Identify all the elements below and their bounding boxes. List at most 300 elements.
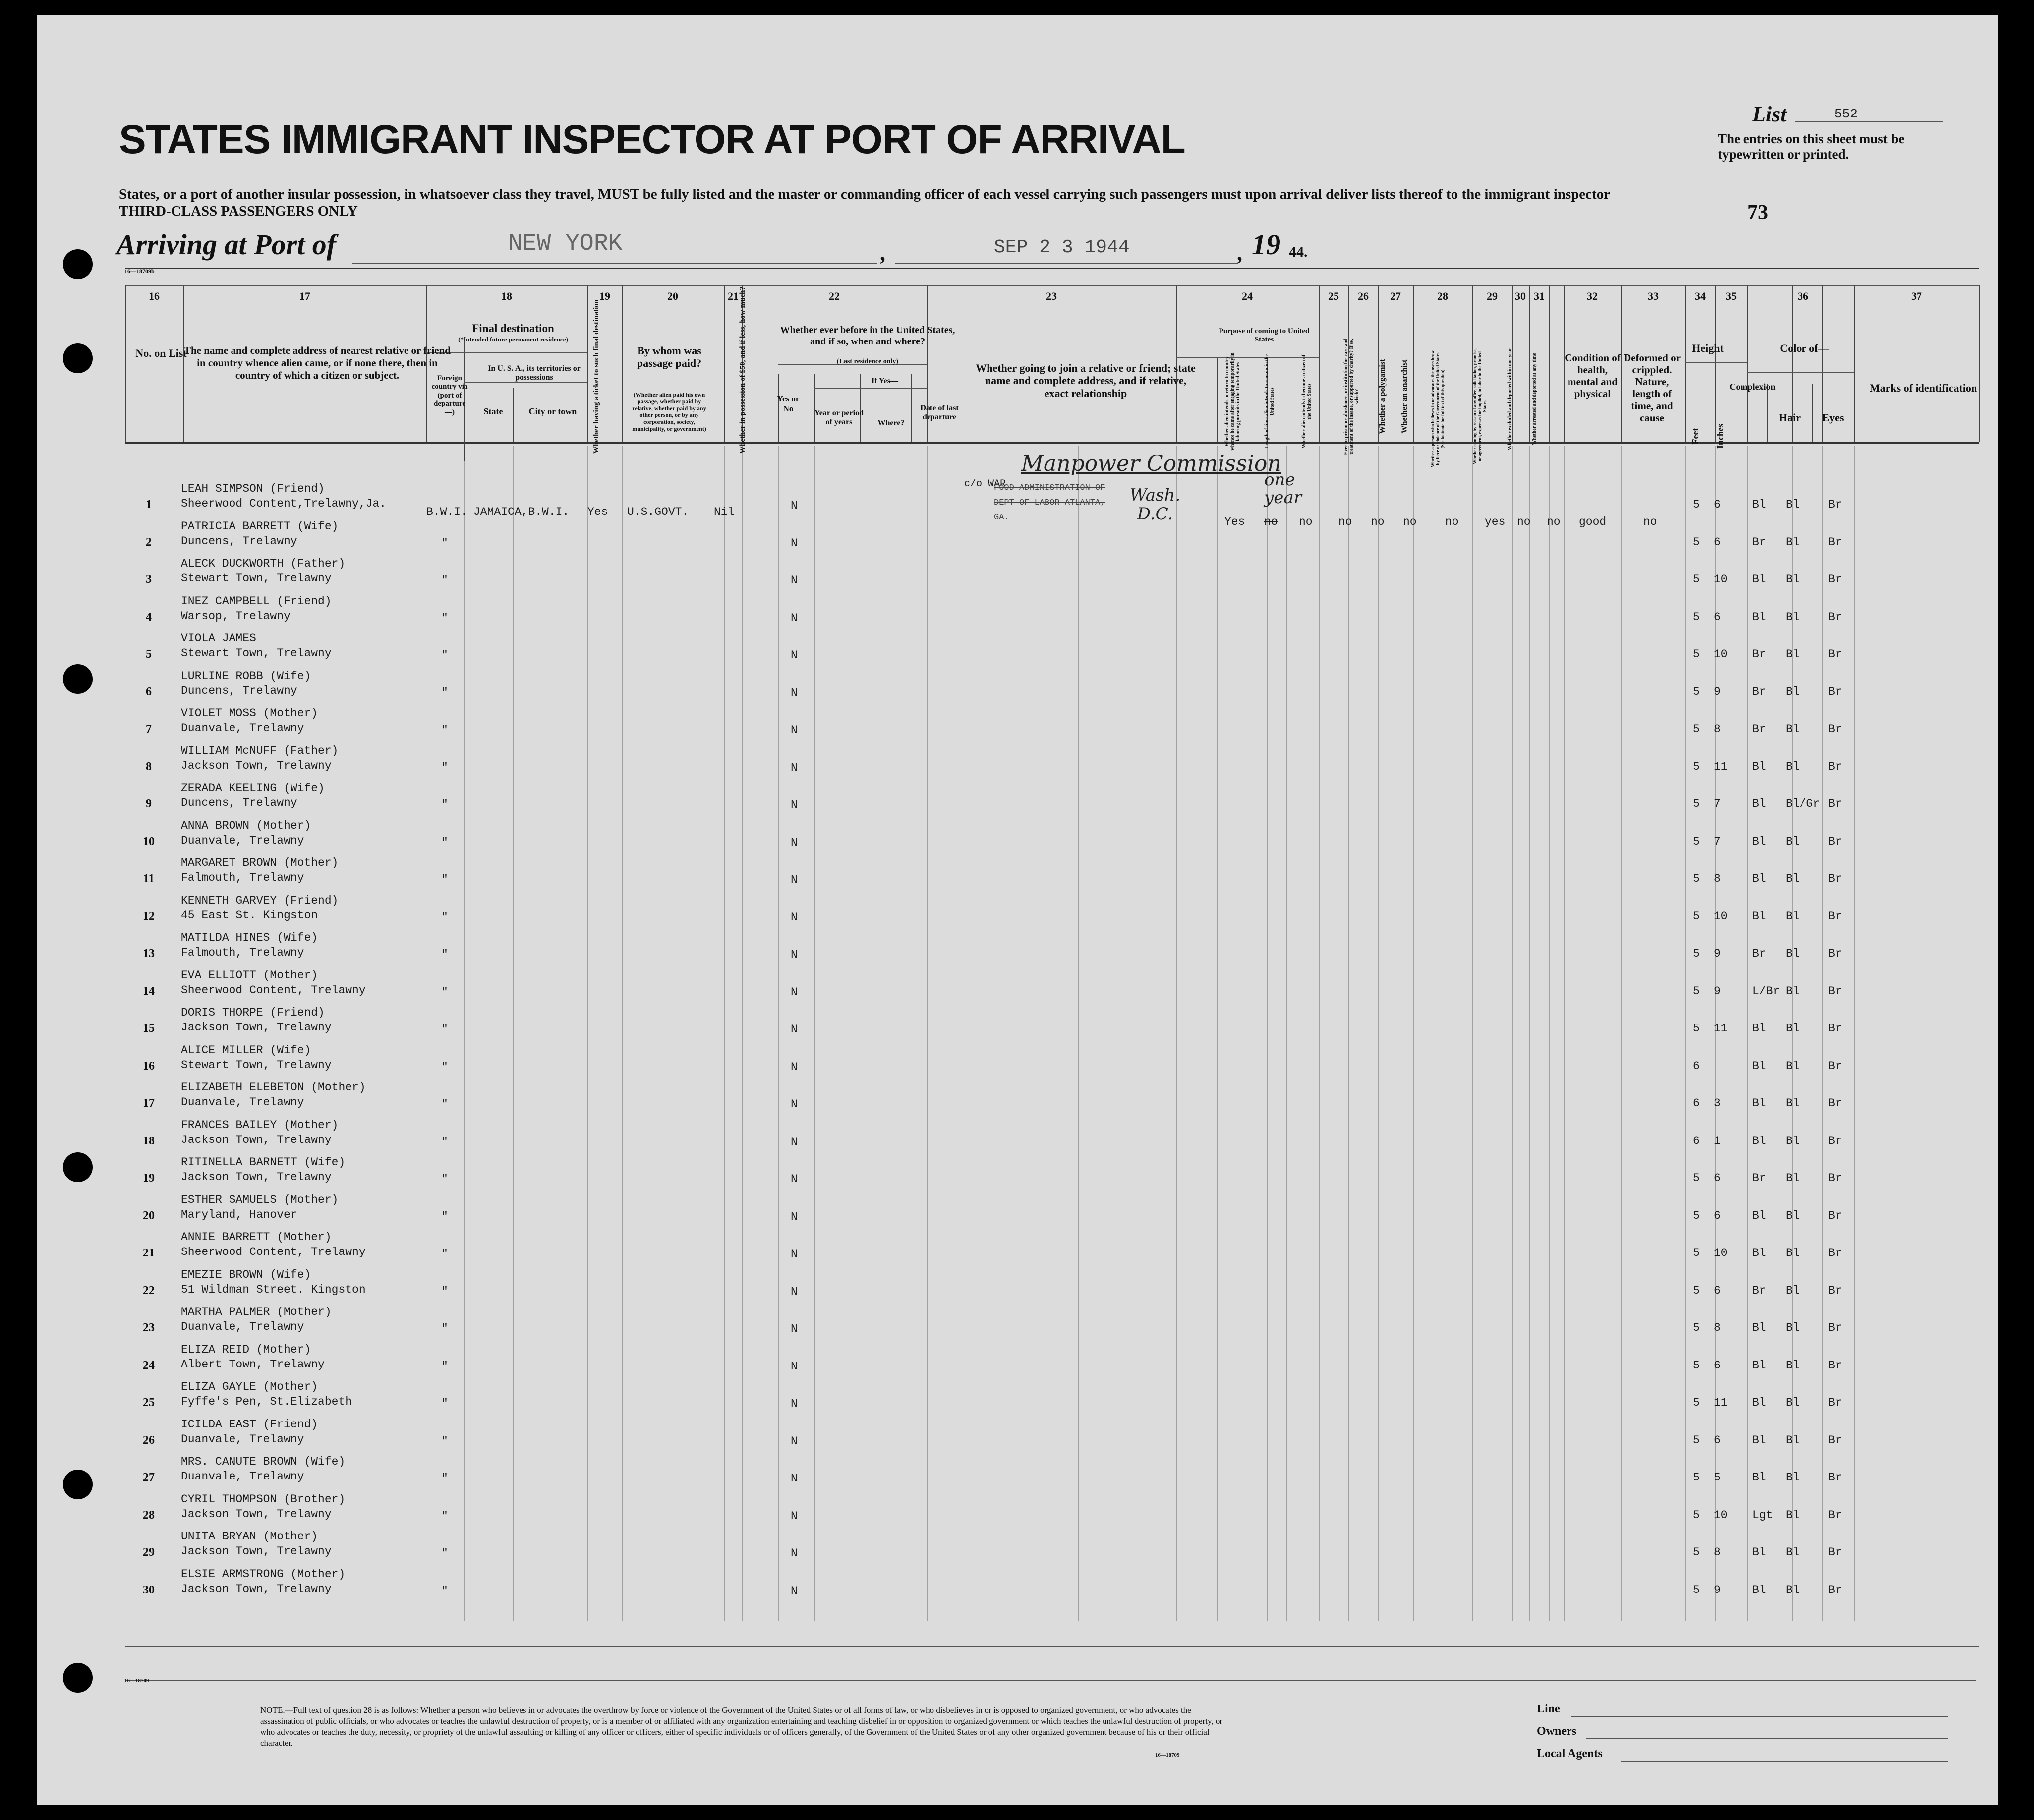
complexion: Bl <box>1752 760 1766 773</box>
row1-28: no <box>1445 515 1459 528</box>
ditto-mark: " <box>441 1098 448 1111</box>
date-underline <box>895 263 1237 264</box>
relative-name: LEAH SIMPSON (Friend) <box>181 482 325 495</box>
ever-before-value: N <box>791 1397 798 1410</box>
row1-33: no <box>1643 515 1657 528</box>
eye-color: Br <box>1828 1247 1842 1259</box>
ditto-mark: " <box>441 1210 448 1223</box>
relative-name: EMEZIE BROWN (Wife) <box>181 1268 311 1281</box>
hair-color: Bl <box>1786 1247 1800 1259</box>
complexion: Br <box>1752 947 1766 960</box>
eye-color: Br <box>1828 1172 1842 1185</box>
grid-rule <box>125 285 126 442</box>
relative-address: Jackson Town, Trelawny <box>181 759 332 772</box>
hair-color: Bl <box>1786 1359 1800 1372</box>
ditto-mark: " <box>441 536 448 550</box>
instructions-line: States, or a port of another insular possession, in whatsoever class they travel, MUST be fully listed and the master or commanding officer of each vessel carrying such passengers must upon arrival deliver lists thereof to the immigrant inspector <box>119 186 1611 202</box>
row-number: 16 <box>143 1059 155 1073</box>
column-guide <box>1822 446 1823 1621</box>
complexion: Br <box>1752 685 1766 698</box>
row-number: 1 <box>146 498 152 511</box>
ditto-mark: " <box>441 574 448 587</box>
hair-color: Bl <box>1786 498 1800 511</box>
complexion: Bl <box>1752 797 1766 810</box>
col-header-joining: Whether going to join a relative or friend; state name and complete address, and if relative, exact relationship <box>976 362 1196 399</box>
row-number: 19 <box>143 1172 155 1185</box>
column-guide <box>1472 446 1473 1621</box>
column-guide <box>1413 446 1414 1621</box>
relative-address: Duanvale, Trelawny <box>181 1096 304 1109</box>
hair-color: Bl/Gr <box>1786 797 1820 810</box>
relative-address: Duncens, Trelawny <box>181 684 297 697</box>
row-number: 17 <box>143 1097 155 1110</box>
relative-address: Sheerwood Content,Trelawny,Ja. <box>181 497 387 510</box>
complexion: Bl <box>1752 835 1766 848</box>
column-guide <box>464 446 465 1621</box>
row-number: 30 <box>143 1583 155 1596</box>
row1-ticket: Yes <box>587 506 608 518</box>
row1-possession: Nil <box>714 506 735 518</box>
height-inches: 9 <box>1714 1583 1721 1596</box>
column-number: 25 <box>1328 290 1339 302</box>
complexion: Bl <box>1752 498 1766 511</box>
col-header-hair: Hair <box>1779 411 1801 424</box>
relative-address: Duncens, Trelawny <box>181 534 297 548</box>
ever-before-value: N <box>791 1322 798 1335</box>
relative-name: KENNETH GARVEY (Friend) <box>181 894 339 907</box>
ever-before-value: N <box>791 836 798 849</box>
relative-address: Falmouth, Trelawny <box>181 946 304 959</box>
col-header-feet: Feet <box>1690 428 1700 445</box>
hair-color: Bl <box>1786 1546 1800 1559</box>
relative-name: PATRICIA BARRETT (Wife) <box>181 519 339 533</box>
eye-color: Br <box>1828 1097 1842 1110</box>
hair-color: Bl <box>1786 1097 1800 1110</box>
column-guide <box>742 446 743 1621</box>
complexion: Bl <box>1752 1059 1766 1073</box>
col-header-if-yes: If Yes— <box>871 377 899 385</box>
column-guide <box>1529 446 1530 1621</box>
eye-color: Br <box>1828 1396 1842 1409</box>
grid-rule <box>125 268 1979 269</box>
ever-before-value: N <box>791 873 798 886</box>
column-guide <box>1685 446 1686 1621</box>
row-number: 21 <box>143 1247 155 1259</box>
relative-address: Sheerwood Content, Trelawny <box>181 1246 366 1258</box>
height-inches: 5 <box>1714 1471 1721 1484</box>
eye-color: Br <box>1828 498 1842 511</box>
hair-color: Bl <box>1786 910 1800 923</box>
height-inches: 6 <box>1714 535 1721 549</box>
col-header-height: Height <box>1692 342 1724 354</box>
col-header-ticket: Whether having a ticket to such final destination <box>592 299 600 454</box>
column-number: 16 <box>149 290 160 302</box>
ever-before-value: N <box>791 499 798 512</box>
col-header-deformed: Deformed or crippled. Nature, length of time, and cause <box>1624 352 1681 424</box>
column-guide <box>1078 446 1079 1621</box>
grid-rule <box>622 285 623 442</box>
height-feet: 5 <box>1693 1321 1700 1334</box>
row1-passage: U.S.GOVT. <box>627 506 689 518</box>
col-header-inches: Inches <box>1715 424 1725 449</box>
column-guide <box>1378 446 1379 1621</box>
ever-before-value: N <box>791 910 798 924</box>
height-feet: 5 <box>1693 648 1700 661</box>
column-number: 37 <box>1911 290 1922 302</box>
ditto-mark: " <box>441 836 448 849</box>
relative-name: VIOLA JAMES <box>181 632 256 645</box>
column-guide <box>587 446 588 1621</box>
relative-name: MARGARET BROWN (Mother) <box>181 856 339 869</box>
complexion: Bl <box>1752 1433 1766 1447</box>
page-number: 73 <box>1747 201 1768 224</box>
column-number: 20 <box>667 290 678 302</box>
complexion: L/Br <box>1752 984 1780 998</box>
eye-color: Br <box>1828 1433 1842 1447</box>
row-number: 14 <box>143 984 155 998</box>
eye-color: Br <box>1828 872 1842 885</box>
col-header-year-period: Year or period of years <box>814 409 864 427</box>
agents-underline <box>1621 1761 1948 1762</box>
height-inches: 8 <box>1714 1546 1721 1559</box>
hair-color: Bl <box>1786 1583 1800 1596</box>
ever-before-value: N <box>791 1098 798 1111</box>
col-header-24a: Whether alien intends to return to country whence he came after engaging temporarily in laboring pursuits in the United States <box>1224 352 1241 451</box>
height-feet: 5 <box>1693 685 1700 698</box>
row-number: 9 <box>146 797 152 810</box>
comma: , <box>880 241 885 265</box>
complexion: Lgt <box>1752 1508 1773 1522</box>
ever-before-value: N <box>791 1060 798 1074</box>
col-header-city: City or town <box>528 406 577 416</box>
relative-name: ELIZA REID (Mother) <box>181 1343 311 1356</box>
height-feet: 5 <box>1693 1247 1700 1259</box>
row1-foreign-country: B.W.I. <box>426 506 467 518</box>
complexion: Bl <box>1752 1583 1766 1596</box>
column-guide <box>1747 446 1748 1621</box>
year-prefix: 19 <box>1252 228 1280 261</box>
relative-address: Duncens, Trelawny <box>181 796 297 809</box>
height-feet: 5 <box>1693 797 1700 810</box>
relative-address: Duanvale, Trelawny <box>181 1432 304 1446</box>
hair-color: Bl <box>1786 1284 1800 1297</box>
height-inches: 7 <box>1714 835 1721 848</box>
row-number: 11 <box>143 872 155 885</box>
column-guide <box>1854 446 1855 1621</box>
relative-name: CYRIL THOMPSON (Brother) <box>181 1492 346 1506</box>
ditto-mark: " <box>441 873 448 886</box>
relative-name: ANNA BROWN (Mother) <box>181 819 311 832</box>
col-header-purpose: Purpose of coming to United States <box>1219 327 1310 344</box>
relative-name: ELIZA GAYLE (Mother) <box>181 1380 318 1393</box>
column-number: 36 <box>1798 290 1808 302</box>
height-feet: 5 <box>1693 535 1700 549</box>
ever-before-value: N <box>791 798 798 811</box>
height-feet: 5 <box>1693 910 1700 923</box>
relative-name: MATILDA HINES (Wife) <box>181 931 318 944</box>
column-number: 33 <box>1648 290 1659 302</box>
grid-rule <box>1685 362 1747 363</box>
relative-name: EVA ELLIOTT (Mother) <box>181 968 318 982</box>
complexion: Br <box>1752 1172 1766 1185</box>
ditto-mark: " <box>441 1547 448 1560</box>
complexion: Bl <box>1752 610 1766 624</box>
col-header-color-of: Color of— <box>1780 342 1829 354</box>
relative-address: Fyffe's Pen, St.Elizabeth <box>181 1395 352 1408</box>
ditto-mark: " <box>441 1060 448 1074</box>
complexion: Bl <box>1752 1546 1766 1559</box>
table-form-code: 16—18709 <box>124 1678 149 1684</box>
height-feet: 5 <box>1693 610 1700 624</box>
arriving-label: Arriving at Port of <box>116 228 337 261</box>
height-inches: 9 <box>1714 984 1721 998</box>
row1-24c: no <box>1299 515 1313 528</box>
column-number: 27 <box>1390 290 1401 302</box>
ever-before-value: N <box>791 536 798 550</box>
complexion: Bl <box>1752 1321 1766 1334</box>
ever-before-value: N <box>791 611 798 625</box>
column-guide <box>1319 446 1320 1621</box>
column-guide <box>724 446 725 1621</box>
row-number: 10 <box>143 835 155 848</box>
footnote-form-code: 16—18709 <box>1155 1752 1180 1758</box>
column-number: 17 <box>299 290 310 302</box>
ditto-mark: " <box>441 1322 448 1335</box>
ditto-mark: " <box>441 611 448 625</box>
eye-color: Br <box>1828 573 1842 586</box>
row-number: 27 <box>143 1471 155 1484</box>
ever-before-value: N <box>791 1434 798 1448</box>
column-guide <box>778 446 779 1621</box>
hair-color: Bl <box>1786 648 1800 661</box>
height-feet: 5 <box>1693 1471 1700 1484</box>
relative-address: Jackson Town, Trelawny <box>181 1582 332 1595</box>
eye-color: Br <box>1828 1359 1842 1372</box>
height-inches: 10 <box>1714 573 1728 586</box>
complexion: Bl <box>1752 910 1766 923</box>
complexion: Bl <box>1752 1209 1766 1222</box>
relative-address: Jackson Town, Trelawny <box>181 1545 332 1558</box>
height-feet: 5 <box>1693 498 1700 511</box>
col-header-date-departure: Date of last departure <box>920 404 959 422</box>
column-guide <box>622 446 623 1621</box>
height-inches: 10 <box>1714 1508 1728 1522</box>
height-inches: 11 <box>1714 1396 1728 1409</box>
height-feet: 5 <box>1693 947 1700 960</box>
ditto-mark: " <box>441 948 448 961</box>
ditto-mark: " <box>441 910 448 924</box>
line-underline <box>1571 1716 1948 1717</box>
height-inches: 6 <box>1714 498 1721 511</box>
column-number: 31 <box>1534 290 1545 302</box>
relative-address: Duanvale, Trelawny <box>181 1470 304 1483</box>
height-inches: 8 <box>1714 872 1721 885</box>
height-inches: 11 <box>1714 760 1728 773</box>
column-number: 26 <box>1358 290 1369 302</box>
relative-name: MARTHA PALMER (Mother) <box>181 1306 332 1318</box>
ever-before-value: N <box>791 1472 798 1485</box>
height-inches: 6 <box>1714 1172 1721 1185</box>
row-number: 8 <box>146 760 152 773</box>
row1-joining-struck: FOOD ADMINISTRATION OF DEPT OF LABOR ATLANTA, GA. <box>994 483 1105 522</box>
relative-name: FRANCES BAILEY (Mother) <box>181 1118 339 1132</box>
height-feet: 5 <box>1693 1209 1700 1222</box>
grid-rule <box>1685 285 1686 442</box>
relative-name: ESTHER SAMUELS (Mother) <box>181 1193 339 1206</box>
ditto-mark: " <box>441 1248 448 1260</box>
col-header-state: State <box>483 406 503 416</box>
relative-address: Duanvale, Trelawny <box>181 1320 304 1333</box>
col-header-relative: The name and complete address of nearest relative or friend in country whence alien came, or if none there, then in country of which a citizen or subject. <box>184 344 451 381</box>
relative-address: Jackson Town, Trelawny <box>181 1133 332 1146</box>
hair-color: Bl <box>1786 1471 1800 1484</box>
height-inches: 3 <box>1714 1097 1721 1110</box>
row1-joining-handwritten-2: Wash. D.C. <box>1129 485 1181 524</box>
row1-27: no <box>1403 515 1417 528</box>
col-header-ever-before-sub: (Last residence only) <box>836 358 899 365</box>
column-number: 23 <box>1046 290 1057 302</box>
ditto-mark: " <box>441 724 448 737</box>
ever-before-value: N <box>791 1547 798 1560</box>
height-inches: 11 <box>1714 1022 1728 1035</box>
grid-rule <box>1529 285 1530 442</box>
relative-name: INEZ CAMPBELL (Friend) <box>181 594 332 608</box>
eye-color: Br <box>1828 1209 1842 1222</box>
eye-color: Br <box>1828 1321 1842 1334</box>
complexion: Bl <box>1752 1247 1766 1259</box>
row1-29: yes <box>1485 515 1506 528</box>
column-guide <box>927 446 928 1621</box>
relative-name: UNITA BRYAN (Mother) <box>181 1530 318 1543</box>
hair-color: Bl <box>1786 1508 1800 1522</box>
height-inches: 7 <box>1714 797 1721 810</box>
punch-hole <box>63 1152 93 1182</box>
height-inches: 8 <box>1714 723 1721 736</box>
row-number: 23 <box>143 1321 155 1334</box>
height-inches: 6 <box>1714 1209 1721 1222</box>
relative-name: ALICE MILLER (Wife) <box>181 1043 311 1057</box>
height-feet: 5 <box>1693 1508 1700 1522</box>
column-number: 29 <box>1487 290 1498 302</box>
ditto-mark: " <box>441 649 448 662</box>
height-feet: 5 <box>1693 1396 1700 1409</box>
relative-address: Falmouth, Trelawny <box>181 871 304 884</box>
row-number: 12 <box>143 910 155 923</box>
col-header-fifty-dollars: Whether in possession of $50, and if less, how much? <box>739 286 747 454</box>
height-inches: 6 <box>1714 1359 1721 1372</box>
row-number: 3 <box>146 573 152 586</box>
hair-color: Bl <box>1786 535 1800 549</box>
col-header-26: Whether a polygamist <box>1378 359 1387 434</box>
col-header-passage: By whom was passage paid? <box>637 344 702 370</box>
complexion: Bl <box>1752 1396 1766 1409</box>
row-number: 22 <box>143 1284 155 1297</box>
row1-state: JAMAICA,B.W.I. <box>473 506 570 518</box>
relative-name: DORIS THORPE (Friend) <box>181 1006 325 1019</box>
ditto-mark: " <box>441 1360 448 1373</box>
ever-before-value: N <box>791 1023 798 1036</box>
hair-color: Bl <box>1786 1396 1800 1409</box>
eye-color: Br <box>1828 1059 1842 1073</box>
height-feet: 6 <box>1693 1097 1700 1110</box>
relative-address: 45 East St. Kingston <box>181 909 318 922</box>
column-guide <box>513 446 514 1621</box>
ever-before-value: N <box>791 1360 798 1373</box>
column-number: 28 <box>1437 290 1448 302</box>
col-header-24c: Whether alien intends to become a citizen of the United States <box>1301 354 1312 449</box>
height-feet: 5 <box>1693 1359 1700 1372</box>
row1-joining: c/o WAR <box>964 478 1006 490</box>
ever-before-value: N <box>791 1285 798 1298</box>
row-number: 25 <box>143 1396 155 1409</box>
height-feet: 6 <box>1693 1059 1700 1073</box>
eye-color: Br <box>1828 1546 1842 1559</box>
eye-color: Br <box>1828 760 1842 773</box>
row1-24b-struck: no <box>1264 515 1278 528</box>
col-header-health: Condition of health, mental and physical <box>1565 352 1621 400</box>
row1-26: no <box>1371 515 1385 528</box>
height-feet: 5 <box>1693 723 1700 736</box>
ever-before-value: N <box>791 761 798 774</box>
hair-color: Bl <box>1786 1172 1800 1185</box>
row-number: 4 <box>146 610 152 624</box>
ditto-mark: " <box>441 1173 448 1186</box>
height-inches: 6 <box>1714 1284 1721 1297</box>
eye-color: Br <box>1828 648 1842 661</box>
grid-rule <box>1747 285 1748 442</box>
col-header-in-usa: In U. S. A., its territories or possessions <box>488 364 581 382</box>
grid-rule <box>1413 285 1414 442</box>
relative-name: ICILDA EAST (Friend) <box>181 1418 318 1431</box>
relative-name: MRS. CANUTE BROWN (Wife) <box>181 1455 346 1468</box>
manifest-sheet <box>37 15 1998 1805</box>
complexion: Bl <box>1752 872 1766 885</box>
hair-color: Bl <box>1786 1022 1800 1035</box>
hair-color: Bl <box>1786 573 1800 586</box>
height-feet: 5 <box>1693 573 1700 586</box>
hair-color: Bl <box>1786 947 1800 960</box>
page-title: STATES IMMIGRANT INSPECTOR AT PORT OF ARRIVAL <box>119 117 1185 162</box>
height-inches: 10 <box>1714 910 1728 923</box>
hair-color: Bl <box>1786 1059 1800 1073</box>
hair-color: Bl <box>1786 1134 1800 1147</box>
grid-rule <box>1979 285 1980 442</box>
relative-name: ANNIE BARRETT (Mother) <box>181 1231 332 1244</box>
height-feet: 5 <box>1693 835 1700 848</box>
hair-color: Bl <box>1786 685 1800 698</box>
col-header-passage-sub: (Whether alien paid his own passage, whether paid by relative, whether paid by any other person, or by any corporation, society, municipality, or government) <box>632 391 706 432</box>
hair-color: Bl <box>1786 723 1800 736</box>
col-header-27: Whether an anarchist <box>1400 359 1409 434</box>
relative-name: ALECK DUCKWORTH (Father) <box>181 557 346 570</box>
row-number: 26 <box>143 1433 155 1447</box>
eye-color: Br <box>1828 1022 1842 1035</box>
relative-address: 51 Wildman Street. Kingston <box>181 1283 366 1296</box>
column-number: 24 <box>1242 290 1253 302</box>
hair-color: Bl <box>1786 835 1800 848</box>
grid-rule <box>125 285 1979 286</box>
row1-joining-handwritten: Manpower Commission <box>1021 451 1281 476</box>
punch-hole <box>63 664 93 694</box>
relative-name: VIOLET MOSS (Mother) <box>181 707 318 720</box>
eye-color: Br <box>1828 610 1842 624</box>
hair-color: Bl <box>1786 1433 1800 1447</box>
row-number: 29 <box>143 1546 155 1559</box>
column-guide <box>1267 446 1268 1621</box>
relative-address: Jackson Town, Trelawny <box>181 1171 332 1184</box>
column-number: 19 <box>599 290 610 302</box>
hair-color: Bl <box>1786 760 1800 773</box>
